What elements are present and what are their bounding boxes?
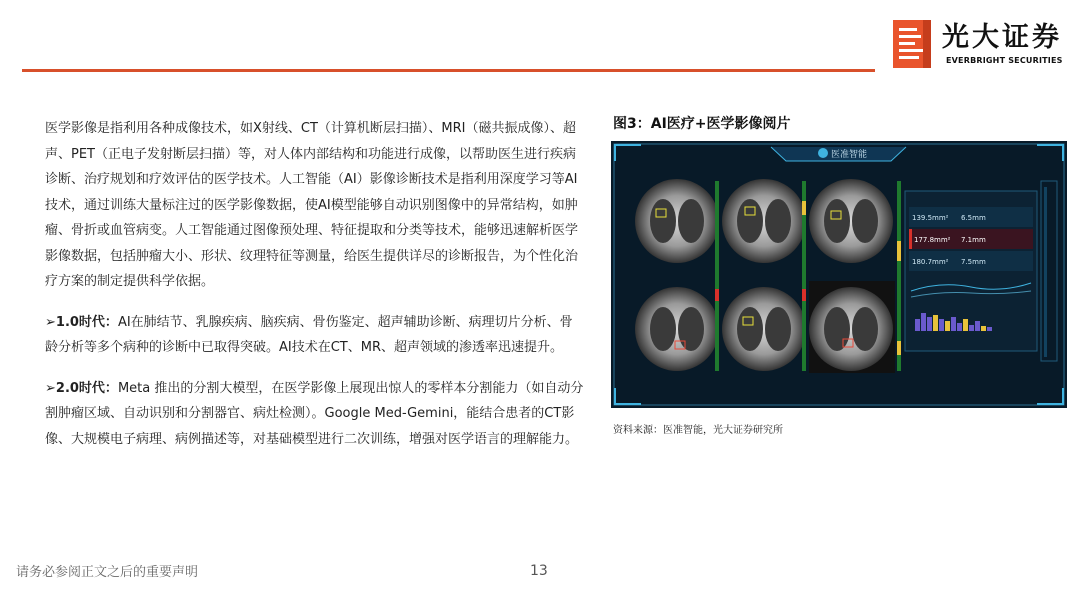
era1-label: ➢1.0时代： [45, 314, 118, 330]
intro-paragraph: 医学影像是指利用各种成像技术，如X射线、CT（计算机断层扫描）、MRI（磁共振成像）、超声、PET（正电子发射断层扫描）等，对人体内部结构和功能进行成像，以帮助医生进行疾病诊断、治疗规划和疗效评估的医学技术。人工智能（AI）影像诊断技术是指利用深度学习等AI技术，通过训练大量标注过的医学影像数据，使AI模型能够自动识别图像中的异常结构，如肿瘤、骨折或血管病变。人工智能通过图像预处理、特征提取和分类等技术，能够迅速解析医学影像数据，包括肿瘤大小、形状、纹理特征等测量，给医生提供详尽的诊断报告，为个性化治疗方案的制定提供科学依据。 [45, 121, 579, 289]
figure-title: 图3：AI医疗+医学影像阅片 [613, 116, 791, 132]
measurement-diameter: 7.1mm [961, 236, 986, 244]
era2-label: ➢2.0时代： [45, 380, 118, 396]
measurement-diameter: 7.5mm [961, 258, 986, 266]
logo-chinese-name: 光大证券 [942, 22, 1062, 53]
main-text [45, 116, 585, 467]
measurement-area: 177.8mm² [914, 236, 951, 244]
era2-paragraph [45, 376, 585, 453]
everbright-logo-icon [893, 20, 931, 68]
era1-paragraph [45, 310, 585, 361]
header-divider [22, 69, 875, 72]
measurement-area: 139.5mm² [912, 214, 949, 222]
ct-scan-image [809, 281, 895, 373]
ct-scan-image [809, 179, 893, 263]
ai-imaging-illustration [611, 141, 1067, 408]
app-name-label: 医准智能 [831, 150, 868, 160]
ai-imaging-screenshot [611, 141, 1067, 408]
logo-english-name: EVERBRIGHT SECURITIES [946, 56, 1063, 65]
page-number: 13 [530, 563, 548, 579]
disclaimer-note: 请务必参阅正文之后的重要声明 [16, 565, 199, 580]
era2-text: Meta 推出的分割大模型，在医学影像上展现出惊人的零样本分割能力（如自动分割肿瘤区域、自动识别和分割器官、病灶检测）。Google Med-Gemini，能结合患者的CT影像、大规模电子病理、病例描述等，对基础模型进行二次训练，增强对医学语言的理解能力。 [45, 380, 584, 447]
ct-scan-image [722, 287, 806, 371]
app-logo-icon [818, 148, 828, 158]
measurement-diameter: 6.5mm [961, 214, 986, 222]
measurement-panel [905, 191, 1037, 351]
ct-scan-image [722, 179, 806, 263]
era1-text: AI在肺结节、乳腺疾病、脑疾病、骨伤鉴定、超声辅助诊断、病理切片分析、骨龄分析等多个病种的诊断中已取得突破。AI技术在CT、MR、超声领域的渗透率迅速提升。 [45, 314, 573, 355]
measurement-area: 180.7mm² [912, 258, 949, 266]
ct-scan-image [635, 287, 719, 371]
ct-scan-image [635, 179, 719, 263]
figure-source: 资料来源：医准智能，光大证券研究所 [613, 425, 783, 436]
